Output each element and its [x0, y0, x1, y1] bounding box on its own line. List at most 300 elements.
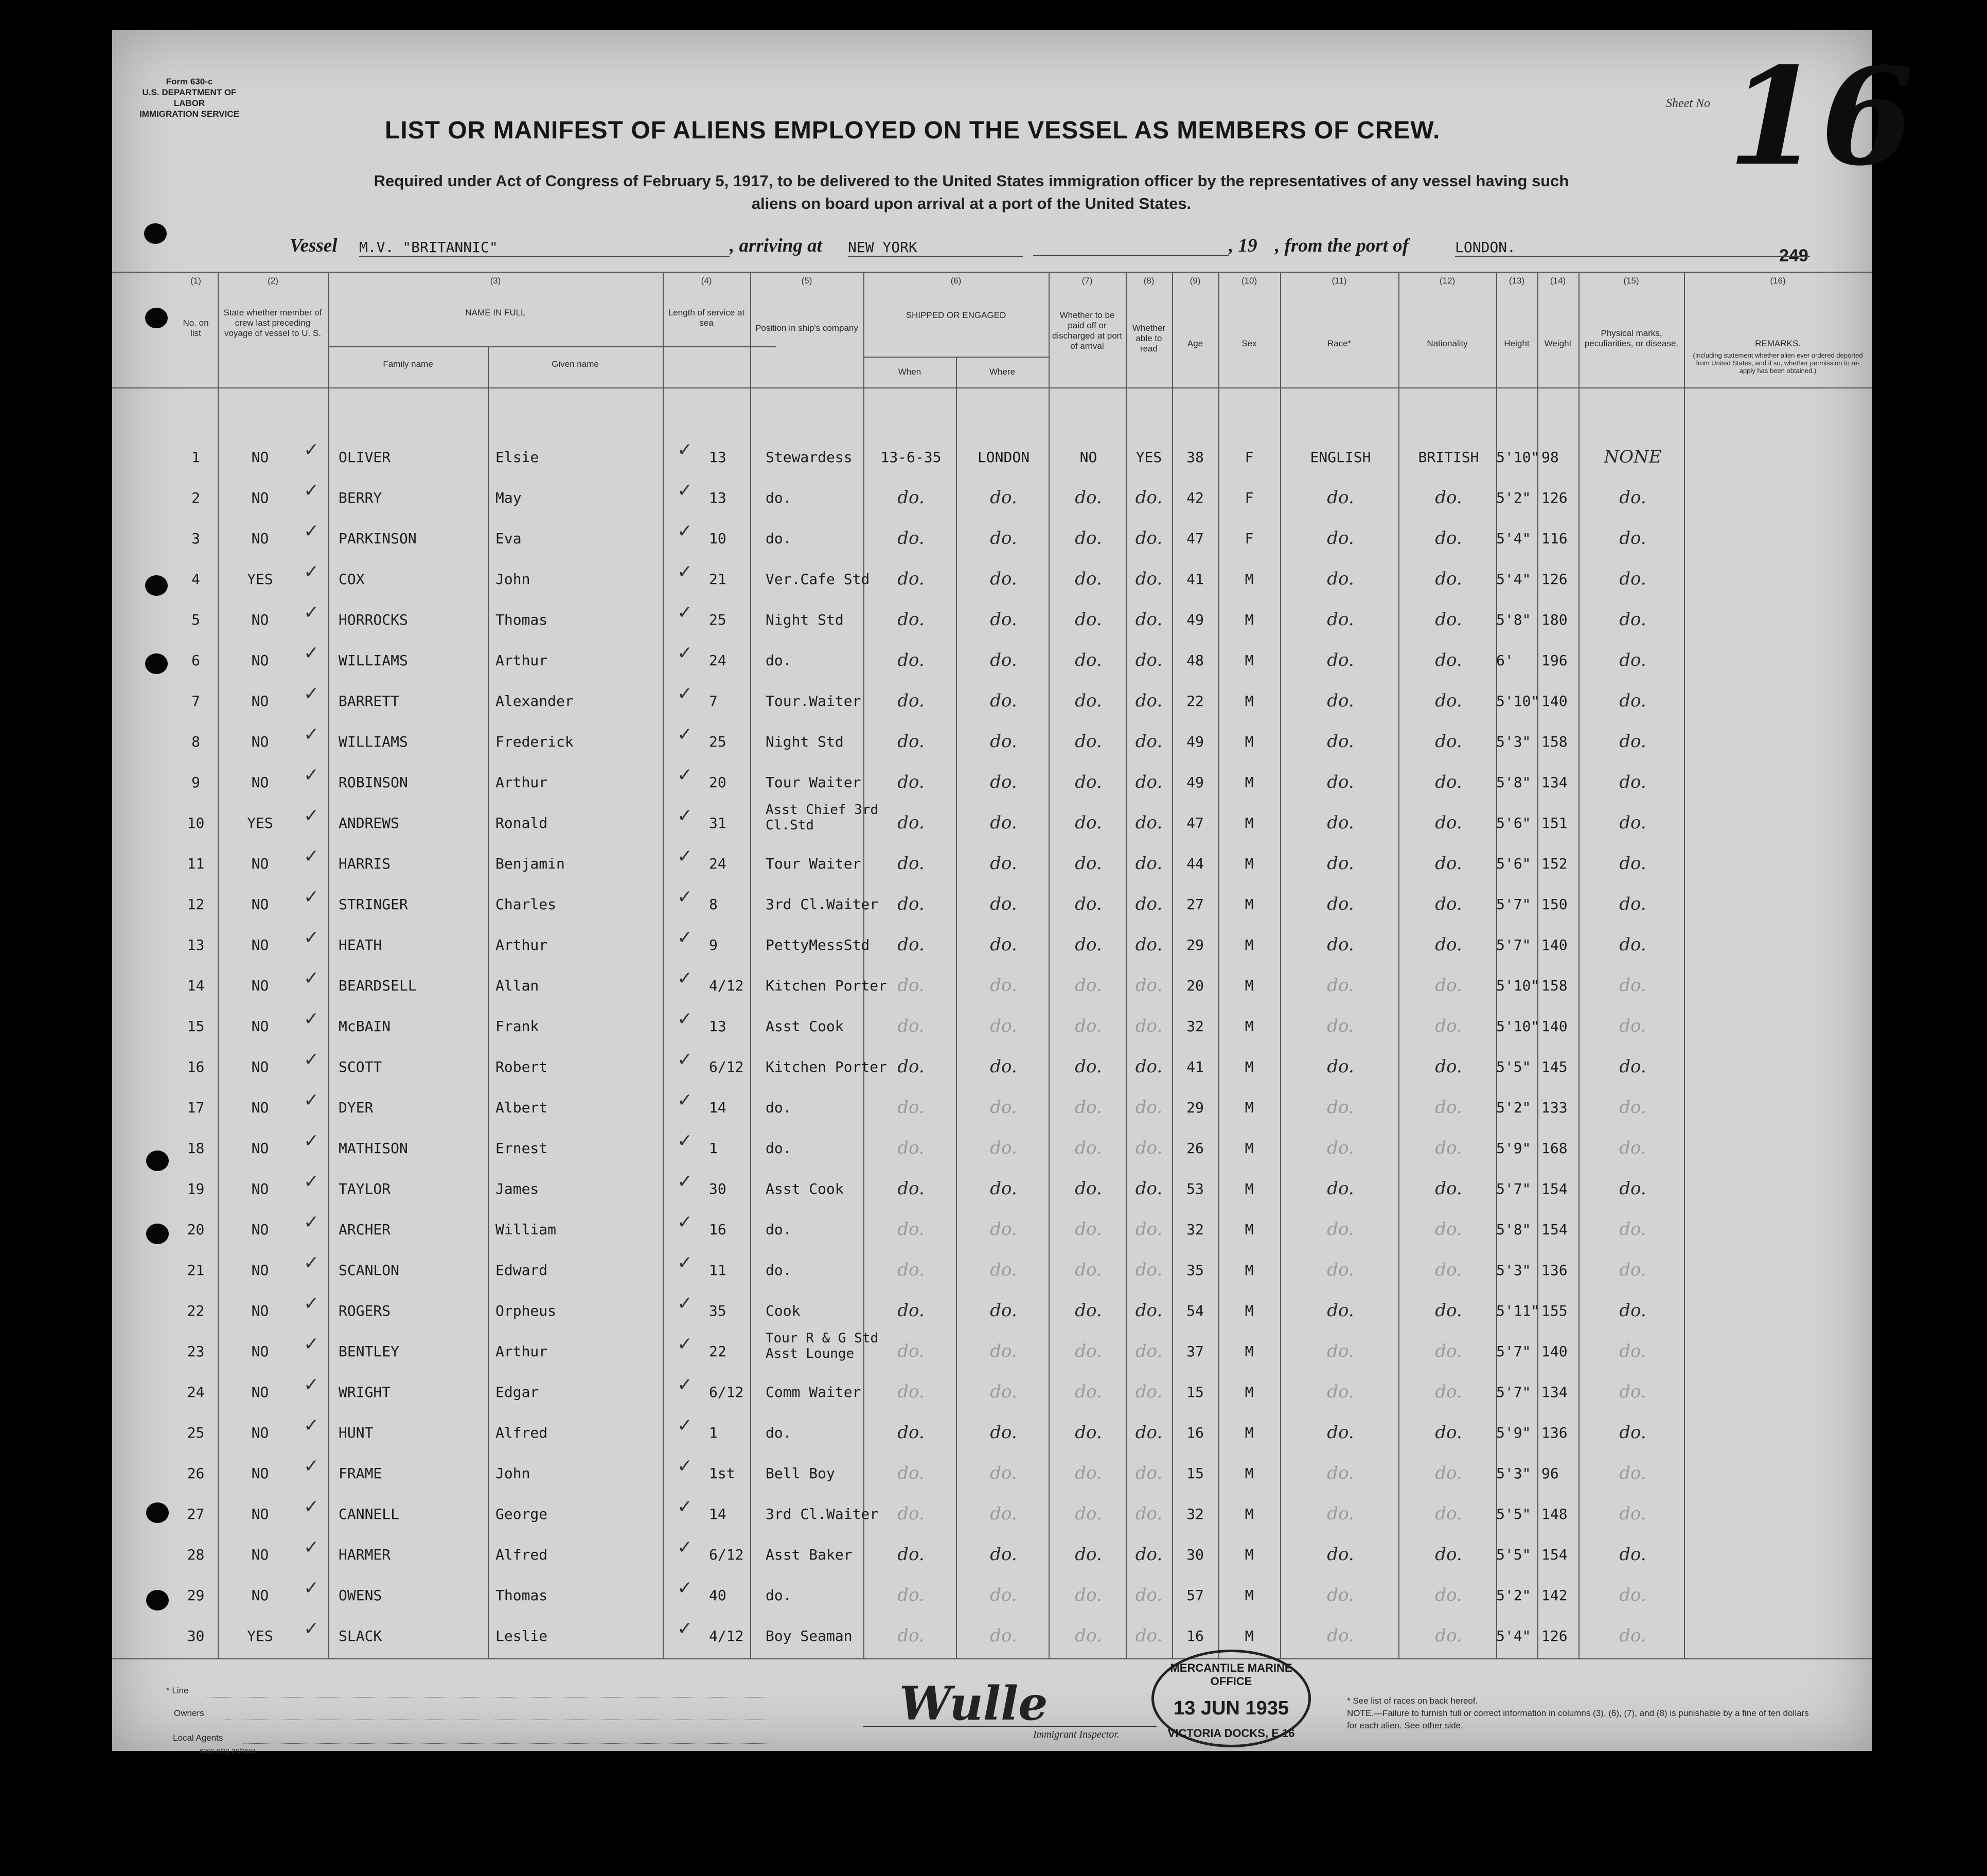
cell-marks: do. [1619, 1016, 1646, 1036]
cell-given: Charles [495, 896, 557, 913]
cell-service: 30 [709, 1180, 726, 1197]
cell-no: 10 [187, 815, 205, 831]
stamp-date: 13 JUN 1935 [1174, 1697, 1289, 1719]
service-check-mark: ✓ [677, 1171, 693, 1192]
check-mark: ✓ [304, 846, 320, 867]
cell-age: 38 [1186, 449, 1204, 466]
cell-given: James [495, 1180, 539, 1197]
cell-position: Comm Waiter [766, 1384, 861, 1401]
cell-nat: BRITISH [1418, 449, 1479, 466]
cell-height: 5'10" [1496, 449, 1540, 466]
table-row [112, 1046, 1872, 1086]
cell-position: do. [766, 1262, 792, 1279]
cell-service: 1 [709, 1424, 718, 1441]
cell-position: do. [766, 1424, 792, 1441]
cell-no: 22 [187, 1302, 205, 1319]
cell-read: do. [1135, 1056, 1163, 1077]
cell-nat: do. [1435, 691, 1462, 711]
cell-sex: M [1245, 774, 1254, 791]
cell-age: 26 [1186, 1140, 1204, 1157]
cell-marks: NONE [1604, 447, 1662, 467]
cell-position: Asst Cook [766, 1180, 844, 1197]
cell-read: do. [1135, 650, 1163, 670]
cell-no: 17 [187, 1099, 205, 1116]
cell-when: do. [897, 934, 925, 955]
cell-position: Boy Seaman [766, 1627, 853, 1644]
service-check-mark: ✓ [677, 805, 693, 826]
cell-age: 49 [1186, 774, 1204, 791]
races-note: * See list of races on back hereof. [1347, 1696, 1478, 1706]
cell-nat: do. [1435, 1503, 1462, 1524]
cell-nat: do. [1435, 528, 1462, 548]
cell-weight: 126 [1541, 489, 1568, 506]
cell-paid: do. [1075, 1260, 1102, 1280]
vessel-label: Vessel [290, 235, 338, 256]
binder-hole [146, 1502, 169, 1523]
cell-prev: YES [247, 1627, 273, 1644]
col-head-age: Age [1187, 339, 1203, 348]
binder-hole [145, 653, 168, 674]
cell-service: 7 [709, 693, 718, 710]
cell-weight: 96 [1541, 1465, 1559, 1482]
binder-hole [144, 223, 167, 244]
cell-given: Robert [495, 1058, 548, 1075]
cell-when: do. [897, 853, 925, 874]
cell-position: Asst Cook [766, 1018, 844, 1035]
cell-given: Albert [495, 1099, 548, 1116]
cell-no: 9 [191, 774, 200, 791]
cell-sex: M [1245, 733, 1254, 750]
cell-race: do. [1327, 731, 1354, 752]
cell-nat: do. [1435, 894, 1462, 914]
cell-nat: do. [1435, 1300, 1462, 1321]
cell-when: do. [897, 812, 925, 833]
cell-race: do. [1327, 1260, 1354, 1280]
col-num-4: (4) [701, 276, 712, 286]
cell-marks: do. [1619, 650, 1646, 670]
cell-read: do. [1135, 528, 1163, 548]
cell-marks: do. [1619, 691, 1646, 711]
cell-paid: do. [1075, 691, 1102, 711]
cell-service: 13 [709, 489, 726, 506]
cell-weight: 126 [1541, 571, 1568, 588]
table-row [112, 1371, 1872, 1411]
cell-no: 29 [187, 1587, 205, 1604]
cell-race: do. [1327, 487, 1354, 508]
cell-where: do. [990, 1585, 1017, 1605]
cell-given: Orpheus [495, 1302, 557, 1319]
cell-read: do. [1135, 1219, 1163, 1240]
cell-weight: 148 [1541, 1506, 1568, 1523]
cell-service: 35 [709, 1302, 726, 1319]
cell-service: 24 [709, 652, 726, 669]
cell-service: 14 [709, 1506, 726, 1523]
service-check-mark: ✓ [677, 1090, 693, 1111]
binder-hole [145, 308, 168, 328]
cell-age: 15 [1186, 1465, 1204, 1482]
cell-family: CANNELL [339, 1506, 400, 1523]
cell-given: George [495, 1506, 548, 1523]
cell-prev: NO [251, 1424, 269, 1441]
cell-no: 12 [187, 896, 205, 913]
cell-race: do. [1327, 691, 1354, 711]
cell-when: 13-6-35 [880, 449, 942, 466]
cell-no: 28 [187, 1546, 205, 1563]
cell-marks: do. [1619, 853, 1646, 874]
cell-no: 26 [187, 1465, 205, 1482]
col-head-position: Position in ship's company [755, 323, 858, 333]
manifest-sheet [112, 30, 1914, 1755]
cell-position: Asst Baker [766, 1546, 853, 1563]
cell-race: do. [1327, 1382, 1354, 1402]
cell-when: do. [897, 569, 925, 589]
cell-when: do. [897, 1300, 925, 1321]
cell-family: BEARDSELL [339, 977, 417, 994]
cell-weight: 152 [1541, 855, 1568, 872]
cell-given: Edward [495, 1262, 548, 1279]
cell-weight: 168 [1541, 1140, 1568, 1157]
cell-height: 5'9" [1496, 1140, 1531, 1157]
cell-read: do. [1135, 1503, 1163, 1524]
cell-marks: do. [1619, 772, 1646, 792]
cell-given: Leslie [495, 1627, 548, 1644]
cell-family: FRAME [339, 1465, 382, 1482]
cell-age: 20 [1186, 977, 1204, 994]
footnotes [1347, 1695, 1820, 1732]
cell-nat: do. [1435, 1625, 1462, 1646]
cell-when: do. [897, 1503, 925, 1524]
cell-weight: 140 [1541, 936, 1568, 953]
cell-paid: do. [1075, 1544, 1102, 1565]
cell-weight: 134 [1541, 774, 1568, 791]
binder-hole [146, 1224, 169, 1244]
cell-when: do. [897, 1422, 925, 1443]
cell-service: 4/12 [709, 1627, 744, 1644]
cell-marks: do. [1619, 731, 1646, 752]
cell-position: do. [766, 652, 792, 669]
col-head-previous-voyage: State whether member of crew last preceding voyage of vessel to U. S. [223, 308, 322, 338]
check-mark: ✓ [304, 1456, 320, 1477]
cell-nat: do. [1435, 1585, 1462, 1605]
cell-family: BARRETT [339, 693, 400, 710]
service-check-mark: ✓ [677, 846, 693, 867]
cell-weight: 151 [1541, 815, 1568, 831]
check-mark: ✓ [304, 1008, 320, 1030]
cell-when: do. [897, 1219, 925, 1240]
check-mark: ✓ [304, 724, 320, 745]
cell-no: 6 [191, 652, 200, 669]
cell-height: 5'4" [1496, 530, 1531, 547]
cell-family: ROBINSON [339, 774, 408, 791]
cell-no: 3 [191, 530, 200, 547]
cell-family: ROGERS [339, 1302, 391, 1319]
col-head-remarks: REMARKS. [1755, 339, 1801, 348]
cell-family: HARMER [339, 1546, 391, 1563]
cell-height: 5'3" [1496, 733, 1531, 750]
cell-paid: do. [1075, 934, 1102, 955]
cell-height: 5'2" [1496, 1099, 1531, 1116]
col-num-2: (2) [268, 276, 278, 286]
cell-paid: NO [1079, 449, 1097, 466]
cell-height: 5'7" [1496, 1180, 1531, 1197]
table-row [112, 843, 1872, 883]
cell-given: Thomas [495, 1587, 548, 1604]
stamp-top-text: MERCANTILE MARINE OFFICE [1170, 1661, 1292, 1688]
col-head-remarks-note: (Including statement whether alien ever ordered deported from United States, and if so, whether permission to re-apply has been obtained.) [1693, 351, 1863, 375]
col-head-paid-off: Whether to be paid off or discharged at port of arrival [1052, 310, 1123, 351]
table-row [112, 1534, 1872, 1574]
service-line: IMMIGRATION SERVICE [139, 109, 239, 119]
cell-weight: 154 [1541, 1221, 1568, 1238]
cell-service: 9 [709, 936, 718, 953]
table-row [112, 1453, 1872, 1493]
cell-height: 5'7" [1496, 1343, 1531, 1360]
sheet-number: 16 [1728, 39, 1914, 196]
cell-read: do. [1135, 934, 1163, 955]
cell-family: SLACK [339, 1627, 382, 1644]
cell-service: 31 [709, 815, 726, 831]
cell-weight: 155 [1541, 1302, 1568, 1319]
cell-nat: do. [1435, 731, 1462, 752]
cell-nat: do. [1435, 772, 1462, 792]
cell-service: 22 [709, 1343, 726, 1360]
cell-nat: do. [1435, 934, 1462, 955]
cell-family: McBAIN [339, 1018, 391, 1035]
cell-when: do. [897, 1382, 925, 1402]
cell-family: TAYLOR [339, 1180, 391, 1197]
cell-where: do. [990, 1016, 1017, 1036]
table-row [112, 1493, 1872, 1533]
cell-race: do. [1327, 772, 1354, 792]
cell-marks: do. [1619, 1625, 1646, 1646]
col-num-1: (1) [190, 276, 201, 286]
cell-prev: NO [251, 1180, 269, 1197]
service-check-mark: ✓ [677, 521, 693, 542]
cell-where: do. [990, 1544, 1017, 1565]
col-num-10: (10) [1241, 276, 1257, 286]
table-row [112, 558, 1872, 598]
service-check-mark: ✓ [677, 1618, 693, 1639]
cell-sex: F [1245, 449, 1254, 466]
sheet-label: Sheet No [1666, 97, 1710, 110]
table-row [112, 599, 1872, 639]
cell-nat: do. [1435, 609, 1462, 630]
cell-service: 24 [709, 855, 726, 872]
cell-height: 5'10" [1496, 977, 1540, 994]
cell-race: do. [1327, 1300, 1354, 1321]
cell-race: do. [1327, 569, 1354, 589]
cell-sex: M [1245, 1140, 1254, 1157]
form-id [133, 76, 246, 119]
subtitle-line-1: Required under Act of Congress of February 5, 1917, to be delivered to the United States immigration officer by the representatives of any vessel having such [374, 172, 1569, 190]
cell-when: do. [897, 487, 925, 508]
cell-height: 5'3" [1496, 1262, 1531, 1279]
cell-sex: M [1245, 1180, 1254, 1197]
cell-sex: M [1245, 1546, 1254, 1563]
cell-where: do. [990, 853, 1017, 874]
check-mark: ✓ [304, 887, 320, 908]
service-check-mark: ✓ [677, 1456, 693, 1477]
cell-read: do. [1135, 1382, 1163, 1402]
cell-when: do. [897, 975, 925, 996]
col-head-name: NAME IN FULL [465, 308, 526, 317]
cell-paid: do. [1075, 894, 1102, 914]
cell-no: 19 [187, 1180, 205, 1197]
subtitle [267, 170, 1676, 215]
cell-where: do. [990, 1260, 1017, 1280]
arriving-port: NEW YORK [848, 239, 1023, 257]
cell-service: 1st [709, 1465, 735, 1482]
service-check-mark: ✓ [677, 1293, 693, 1314]
cell-nat: do. [1435, 1097, 1462, 1118]
cell-no: 27 [187, 1506, 205, 1523]
cell-given: Edgar [495, 1384, 539, 1401]
cell-prev: NO [251, 936, 269, 953]
name-sub-rule [328, 346, 776, 347]
cell-service: 11 [709, 1262, 726, 1279]
cell-age: 47 [1186, 530, 1204, 547]
cell-sex: M [1245, 693, 1254, 710]
cell-marks: do. [1619, 1178, 1646, 1199]
cell-sex: M [1245, 1099, 1254, 1116]
table-row [112, 1209, 1872, 1249]
cell-where: do. [990, 812, 1017, 833]
cell-marks: do. [1619, 1260, 1646, 1280]
mercantile-marine-stamp [1151, 1650, 1311, 1747]
cell-prev: YES [247, 815, 273, 831]
cell-race: do. [1327, 1178, 1354, 1199]
cell-family: OLIVER [339, 449, 391, 466]
cell-read: do. [1135, 1300, 1163, 1321]
cell-family: OWENS [339, 1587, 382, 1604]
cell-paid: do. [1075, 975, 1102, 996]
cell-race: do. [1327, 1422, 1354, 1443]
table-row [112, 1249, 1872, 1289]
cell-age: 15 [1186, 1384, 1204, 1401]
cell-position: Asst Chief 3rd Cl.Std [766, 802, 879, 833]
cell-family: ARCHER [339, 1221, 391, 1238]
cell-read: do. [1135, 1178, 1163, 1199]
check-mark: ✓ [304, 643, 320, 664]
col-head-service: Length of service at sea [668, 308, 745, 328]
cell-read: do. [1135, 691, 1163, 711]
cell-read: do. [1135, 1097, 1163, 1118]
cell-height: 5'5" [1496, 1058, 1531, 1075]
cell-position: Stewardess [766, 449, 853, 466]
cell-prev: NO [251, 1018, 269, 1035]
cell-age: 49 [1186, 611, 1204, 628]
cell-sex: M [1245, 1221, 1254, 1238]
table-row [112, 1615, 1872, 1655]
table-row [112, 1574, 1872, 1615]
cell-nat: do. [1435, 487, 1462, 508]
page-stamp: 249 [1779, 246, 1808, 266]
cell-prev: NO [251, 896, 269, 913]
check-mark: ✓ [304, 602, 320, 623]
cell-given: May [495, 489, 522, 506]
cell-position: do. [766, 489, 792, 506]
cell-given: Ronald [495, 815, 548, 831]
cell-given: Ernest [495, 1140, 548, 1157]
cell-prev: NO [251, 1221, 269, 1238]
cell-nat: do. [1435, 1016, 1462, 1036]
cell-given: Allan [495, 977, 539, 994]
cell-height: 5'7" [1496, 1384, 1531, 1401]
check-mark: ✓ [304, 1090, 320, 1111]
cell-height: 5'6" [1496, 855, 1531, 872]
check-mark: ✓ [304, 439, 320, 461]
cell-where: do. [990, 975, 1017, 996]
cell-prev: NO [251, 977, 269, 994]
cell-where: do. [990, 609, 1017, 630]
cell-paid: do. [1075, 569, 1102, 589]
cell-weight: 140 [1541, 1018, 1568, 1035]
cell-family: MATHISON [339, 1140, 408, 1157]
cell-race: do. [1327, 1503, 1354, 1524]
cell-read: do. [1135, 812, 1163, 833]
service-check-mark: ✓ [677, 1537, 693, 1558]
col-num-5: (5) [801, 276, 812, 286]
cell-race: do. [1327, 1341, 1354, 1361]
signature-line [863, 1726, 1157, 1727]
cell-no: 1 [191, 449, 200, 466]
cell-prev: NO [251, 1099, 269, 1116]
cell-nat: do. [1435, 1341, 1462, 1361]
cell-paid: do. [1075, 1422, 1102, 1443]
cell-marks: do. [1619, 1503, 1646, 1524]
cell-position: do. [766, 1140, 792, 1157]
cell-read: do. [1135, 569, 1163, 589]
cell-service: 14 [709, 1099, 726, 1116]
cell-family: ANDREWS [339, 815, 400, 831]
col-head-race: Race* [1327, 339, 1352, 348]
cell-sex: M [1245, 815, 1254, 831]
cell-position: PettyMessStd [766, 936, 870, 953]
table-row [112, 436, 1872, 476]
cell-where: do. [990, 569, 1017, 589]
cell-position: Tour Waiter [766, 774, 861, 791]
check-mark: ✓ [304, 1496, 320, 1517]
cell-sex: M [1245, 571, 1254, 588]
cell-where: do. [990, 528, 1017, 548]
cell-when: do. [897, 1260, 925, 1280]
cell-when: do. [897, 1097, 925, 1118]
cell-given: Frederick [495, 733, 574, 750]
check-mark: ✓ [304, 683, 320, 704]
service-check-mark: ✓ [677, 927, 693, 948]
cell-read: do. [1135, 1625, 1163, 1646]
service-check-mark: ✓ [677, 1496, 693, 1517]
cell-height: 5'4" [1496, 1627, 1531, 1644]
cell-marks: do. [1619, 1463, 1646, 1483]
cell-race: do. [1327, 1585, 1354, 1605]
cell-sex: M [1245, 1262, 1254, 1279]
cell-service: 13 [709, 1018, 726, 1035]
cell-age: 44 [1186, 855, 1204, 872]
cell-no: 18 [187, 1140, 205, 1157]
cell-no: 21 [187, 1262, 205, 1279]
col-head-physical-marks: Physical marks, peculiarities, or disease. [1584, 328, 1679, 348]
cell-weight: 142 [1541, 1587, 1568, 1604]
cell-read: do. [1135, 1260, 1163, 1280]
check-mark: ✓ [304, 927, 320, 948]
cell-no: 14 [187, 977, 205, 994]
cell-when: do. [897, 1544, 925, 1565]
cell-family: BENTLEY [339, 1343, 400, 1360]
cell-paid: do. [1075, 1341, 1102, 1361]
cell-paid: do. [1075, 1463, 1102, 1483]
service-check-mark: ✓ [677, 643, 693, 664]
